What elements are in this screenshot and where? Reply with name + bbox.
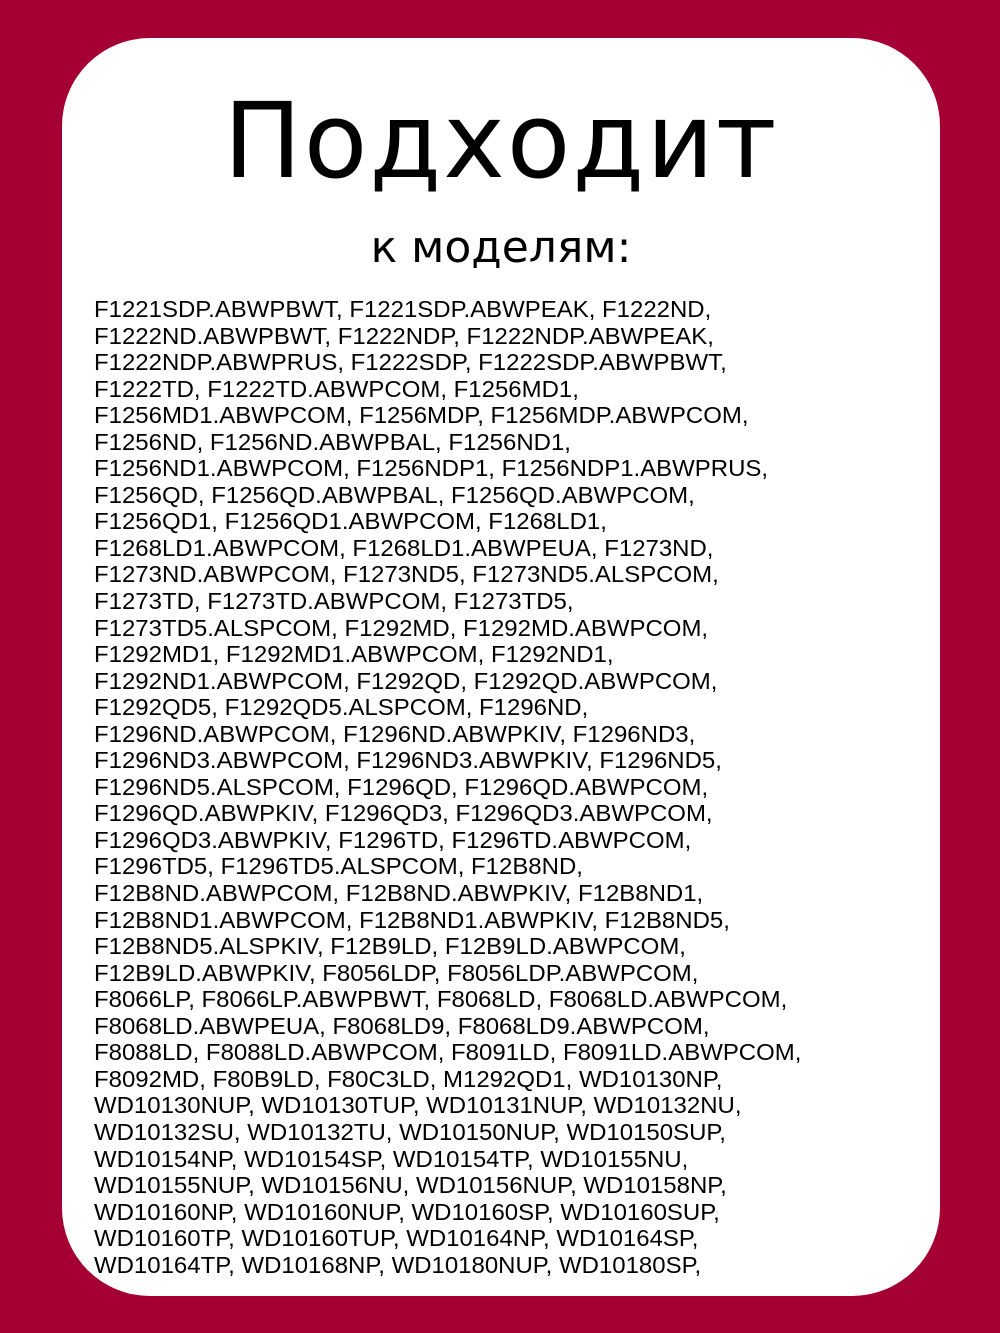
page-subtitle: к моделям: [370,222,632,273]
content-card [62,38,940,1296]
page-title: Подходит [223,80,779,202]
compatible-models-list: F1221SDP.ABWPBWT, F1221SDP.ABWPEAK, F1222ND, F1222ND.ABWPBWT, F1222NDP, F1222NDP.ABWPEAK, F1222NDP.ABWPRUS, F1222SDP, F1222SDP.ABWPBWT, F1222TD, F1222TD.ABWPCOM, F1256MD1, F1256MD1.ABWPCOM, F1256MDP, F1256MDP.ABWPCOM, F1256ND, F1256ND.ABWPBAL, F1256ND1, F1256ND1.ABWPCOM, F1256NDP1, F1256NDP1.ABWPRUS, F1256QD, F1256QD.ABWPBAL, F1256QD.ABWPCOM, F1256QD1, F1256QD1.ABWPCOM, F1268LD1, F1268LD1.ABWPCOM, F1268LD1.ABWPEUA, F1273ND, F1273ND.ABWPCOM, F1273ND5, F1273ND5.ALSPCOM, F1273TD, F1273TD.ABWPCOM, F1273TD5, F1273TD5.ALSPCOM, F1292MD, F1292MD.ABWPCOM, F1292MD1, F1292MD1.ABWPCOM, F1292ND1, F1292ND1.ABWPCOM, F1292QD, F1292QD.ABWPCOM, F1292QD5, F1292QD5.ALSPCOM, F1296ND, F1296ND.ABWPCOM, F1296ND.ABWPKIV, F1296ND3, F1296ND3.ABWPCOM, F1296ND3.ABWPKIV, F1296ND5, F1296ND5.ALSPCOM, F1296QD, F1296QD.ABWPCOM, F1296QD.ABWPKIV, F1296QD3, F1296QD3.ABWPCOM, F1296QD3.ABWPKIV, F1296TD, F1296TD.ABWPCOM, F1296TD5, F1296TD5.ALSPCOM, F12B8ND, F12B8ND.ABWPCOM, F12B8ND.ABWPKIV, F12B8ND1, F12B8ND1.ABWPCOM, F12B8ND1.ABWPKIV, F12B8ND5, F12B8ND5.ALSPKIV, F12B9LD, F12B9LD.ABWPCOM, F12B9LD.ABWPKIV, F8056LDP, F8056LDP.ABWPCOM, F8066LP, F8066LP.ABWPBWT, F8068LD, F8068LD.ABWPCOM, F8068LD.ABWPEUA, F8068LD9, F8068LD9.ABWPCOM, F8088LD, F8088LD.ABWPCOM, F8091LD, F8091LD.ABWPCOM, F8092MD, F80B9LD, F80C3LD, M1292QD1, WD10130NP, WD10130NUP, WD10130TUP, WD10131NUP, WD10132NU, WD10132SU, WD10132TU, WD10150NUP, WD10150SUP, WD10154NP, WD10154SP, WD10154TP, WD10155NU, WD10155NUP, WD10156NU, WD10156NUP, WD10158NP, WD10160NP, WD10160NUP, WD10160SP, WD10160SUP, WD10160TP, WD10160TUP, WD10164NP, WD10164SP, WD10164TP, WD10168NP, WD10180NUP, WD10180SP, [94,296,802,1278]
